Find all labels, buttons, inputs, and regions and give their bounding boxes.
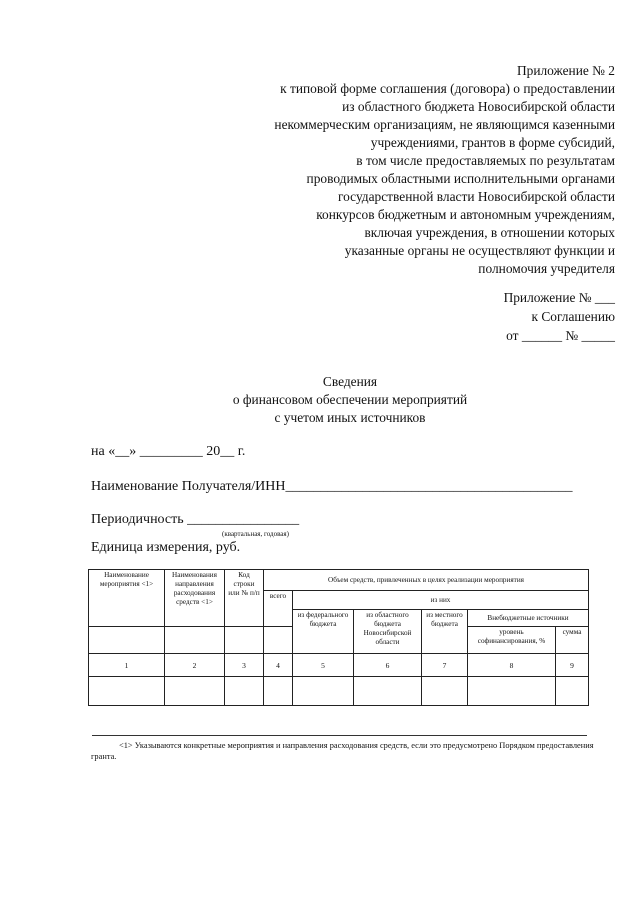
header-regional: из областного бюджета Новосибирской области [354,610,422,654]
periodicity-field: Периодичность ________________ [91,512,300,527]
header-sum: сумма [556,627,589,654]
agreement-date-number: от ______ № _____ [506,328,615,343]
col-number: 9 [556,654,589,677]
funding-table [88,569,589,706]
title-line-1: Сведения [322,374,378,389]
appendix-line: Приложение № 2 [516,63,615,78]
col-number: 1 [89,654,165,677]
header-extrabudget: Внебюджетные источники [468,610,589,627]
empty-cell[interactable] [293,677,354,706]
empty-cell[interactable] [422,677,468,706]
header-event: Наименование мероприятия <1> [89,570,165,627]
header-total: всего [264,591,293,627]
empty-cell[interactable] [165,677,225,706]
periodicity-hint: (квартальная, годовая) [222,530,289,538]
appendix-line: полномочия учредителя [478,261,615,276]
appendix-line: указанные органы не осуществляют функции и [344,243,615,258]
col-number: 8 [468,654,556,677]
agreement-label: к Соглашению [531,309,615,324]
empty-cell[interactable] [556,677,589,706]
unit-field: Единица измерения, руб. [91,540,241,555]
header-federal: из федерального бюджета [293,610,354,654]
footnote: <1> Указываются конкретные мероприятия и направления расходования средств, если это предусмотрено Порядком предоставления гранта. [91,741,594,761]
header-direction: Наименования направления расходования средств <1> [165,570,225,627]
col-number: 5 [293,654,354,677]
empty-cell[interactable] [354,677,422,706]
title-line-3: с учетом иных источников [274,410,426,425]
appendix-header [274,62,615,278]
appendix-line: в том числе предоставляемых по результатам [356,153,615,168]
appendix-line: к типовой форме соглашения (договора) о предоставлении [280,81,615,96]
date-field: на «__» _________ 20__ г. [91,444,246,459]
header-local: из местного бюджета [422,610,468,654]
recipient-field: Наименование Получателя/ИНН_________________________________________ [91,479,573,494]
table-header-row [89,570,589,591]
appendix-line: учреждениями, грантов в форме субсидий, [370,135,615,150]
empty-cell[interactable] [468,677,556,706]
table-row [89,677,589,706]
header-of-them: из них [293,591,589,610]
header-cofinancing: уровень софинансирования, % [468,627,556,654]
appendix-line: проводимых областными исполнительными органами [306,171,615,186]
empty-cell[interactable] [225,677,264,706]
header-volume: Объем средств, привлеченных в целях реализации мероприятия [264,570,589,591]
header-code: Код строки или № п/п [225,570,264,627]
title-line-2: о финансовом обеспечении мероприятий [232,392,468,407]
agreement-appendix-number: Приложение № ___ [503,290,615,305]
col-number: 7 [422,654,468,677]
appendix-line: включая учреждения, в отношении которых [364,225,615,240]
agreement-reference [504,288,615,345]
appendix-line: конкурсов бюджетным и автономным учреждениям, [316,207,615,222]
appendix-line: государственной власти Новосибирской области [337,189,615,204]
empty-cell[interactable] [264,677,293,706]
col-number: 2 [165,654,225,677]
appendix-line: некоммерческим организациям, не являющимся казенными [274,117,615,132]
col-number: 3 [225,654,264,677]
document-title [0,373,640,427]
appendix-line: из областного бюджета Новосибирской области [342,99,615,114]
footnote-divider [92,735,587,736]
column-number-row [89,654,589,677]
col-number: 6 [354,654,422,677]
empty-cell[interactable] [89,677,165,706]
col-number: 4 [264,654,293,677]
